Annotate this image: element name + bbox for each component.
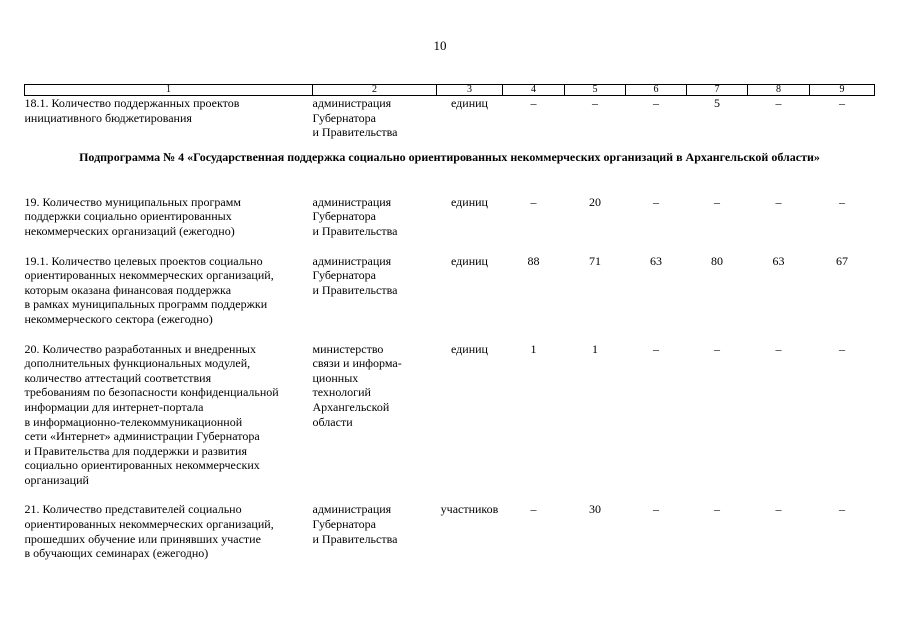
value-cell: 1 [592, 341, 598, 356]
text-line: в обучающих семинарах (ежегодно) [24, 546, 209, 561]
value-cell: – [839, 96, 845, 110]
value-cell: – [714, 502, 720, 517]
value-cell: – [839, 194, 845, 209]
value-cell: – [653, 194, 659, 209]
value-cell: – [653, 341, 659, 356]
text-line: 19. Количество муниципальных программ [24, 194, 241, 209]
text-line: информации для интернет-портала [24, 399, 204, 414]
value-cell: – [653, 96, 659, 110]
column-number: 3 [437, 85, 503, 96]
text-line: 21. Количество представителей социально [24, 502, 242, 517]
column-number: 2 [313, 85, 437, 96]
text-line: 19.1. Количество целевых проектов социально [24, 253, 263, 268]
text-line: в информационно-телекоммуникационной [24, 414, 243, 429]
value-cell: 63 [650, 253, 662, 268]
executor [313, 96, 437, 140]
text-line: Губернатора [312, 517, 376, 532]
text-line: инициативного бюджетирования [24, 110, 192, 125]
text-line: Губернатора [312, 110, 376, 125]
row-spacer [25, 239, 875, 254]
table-row [25, 342, 875, 488]
text-line: требованиям по безопасности конфиденциальной [24, 385, 279, 400]
value-cell: 71 [589, 253, 601, 268]
value-cell: 63 [772, 253, 785, 268]
unit: единиц [451, 96, 488, 110]
value-cell: – [530, 96, 537, 110]
value-cell: 80 [711, 253, 723, 268]
value-cell: – [714, 194, 720, 209]
value-cell: 1 [530, 341, 537, 356]
unit: единиц [451, 253, 488, 268]
value-cell: – [653, 502, 659, 517]
text-line: в рамках муниципальных программ поддержки [24, 297, 268, 312]
executor [313, 502, 437, 560]
text-line: технологий [312, 385, 371, 400]
text-line: ционных [312, 370, 359, 385]
value-cell: – [530, 502, 537, 517]
text-line: и Правительства [312, 223, 398, 238]
value-cell: 88 [527, 253, 540, 268]
indicator-name [25, 96, 313, 140]
text-line: поддержки социально ориентированных [24, 209, 232, 224]
value-cell: – [775, 502, 782, 517]
column-number: 6 [626, 85, 687, 96]
executor [313, 195, 437, 239]
indicator-name [25, 342, 313, 488]
column-number: 8 [748, 85, 810, 96]
unit: участников [440, 502, 499, 517]
indicator-name [25, 254, 313, 327]
value-cell: – [775, 341, 782, 356]
text-line: администрация [312, 96, 392, 110]
text-line: ориентированных некоммерческих организаций, [24, 517, 274, 532]
subprogram-row [25, 140, 875, 195]
indicators-table [24, 84, 875, 561]
value-cell: 5 [714, 96, 720, 110]
text-line: 20. Количество разработанных и внедренных [24, 341, 256, 356]
value-cell: – [714, 341, 720, 356]
column-number: 7 [687, 85, 748, 96]
row-spacer [25, 487, 875, 502]
value-cell: – [530, 194, 537, 209]
table-row [25, 502, 875, 560]
text-line: администрация [312, 502, 392, 517]
text-line: дополнительных функциональных модулей, [24, 356, 251, 371]
text-line: сети «Интернет» администрации Губернатора [24, 429, 260, 444]
value-cell: – [775, 194, 782, 209]
table-row [25, 254, 875, 327]
unit: единиц [451, 341, 488, 356]
value-cell: 20 [589, 194, 601, 209]
column-number: 4 [503, 85, 565, 96]
text-line: 18.1. Количество поддержанных проектов [24, 96, 240, 110]
text-line: и Правительства [312, 125, 398, 140]
column-number-header [25, 85, 875, 96]
table-row [25, 96, 875, 140]
text-line: администрация [312, 194, 392, 209]
executor [313, 254, 437, 327]
value-cell: 67 [836, 253, 848, 268]
page-number: 10 [433, 38, 447, 53]
text-line: прошедших обучение или принявших участие [24, 531, 261, 546]
text-line: которым оказана финансовая поддержка [24, 282, 232, 297]
text-line: Архангельской [312, 399, 390, 414]
text-line: Губернатора [312, 268, 376, 283]
text-line: и Правительства [312, 531, 398, 546]
value-cell: – [775, 96, 782, 110]
text-line: количество аттестаций соответствия [24, 370, 212, 385]
text-line: некоммерческих организаций (ежегодно) [24, 223, 235, 238]
text-line: и Правительства для поддержки и развития [24, 443, 247, 458]
value-cell: – [839, 502, 845, 517]
value-cell: – [839, 341, 845, 356]
column-number: 5 [565, 85, 626, 96]
column-number: 9 [810, 85, 875, 96]
text-line: администрация [312, 253, 392, 268]
indicator-name [25, 195, 313, 239]
text-line: и Правительства [312, 282, 398, 297]
text-line: министерство [312, 341, 384, 356]
executor [313, 342, 437, 488]
value-cell: – [592, 96, 598, 110]
text-line: связи и информа- [312, 356, 402, 371]
column-number: 1 [25, 85, 313, 96]
row-spacer [25, 327, 875, 342]
value-cell: 30 [589, 502, 601, 517]
unit: единиц [451, 194, 488, 209]
text-line: социально ориентированных некоммерческих [24, 458, 260, 473]
text-line: организаций [24, 472, 89, 487]
text-line: Губернатора [312, 209, 376, 224]
text-line: ориентированных некоммерческих организаций, [24, 268, 274, 283]
table-row [25, 195, 875, 239]
text-line: некоммерческого сектора (ежегодно) [24, 311, 213, 326]
indicator-name [25, 502, 313, 560]
text-line: области [312, 414, 353, 429]
subprogram-title: Подпрограмма № 4 «Государственная поддержка социально ориентированных некоммерческих организаций в Архангельской области» [79, 149, 820, 164]
